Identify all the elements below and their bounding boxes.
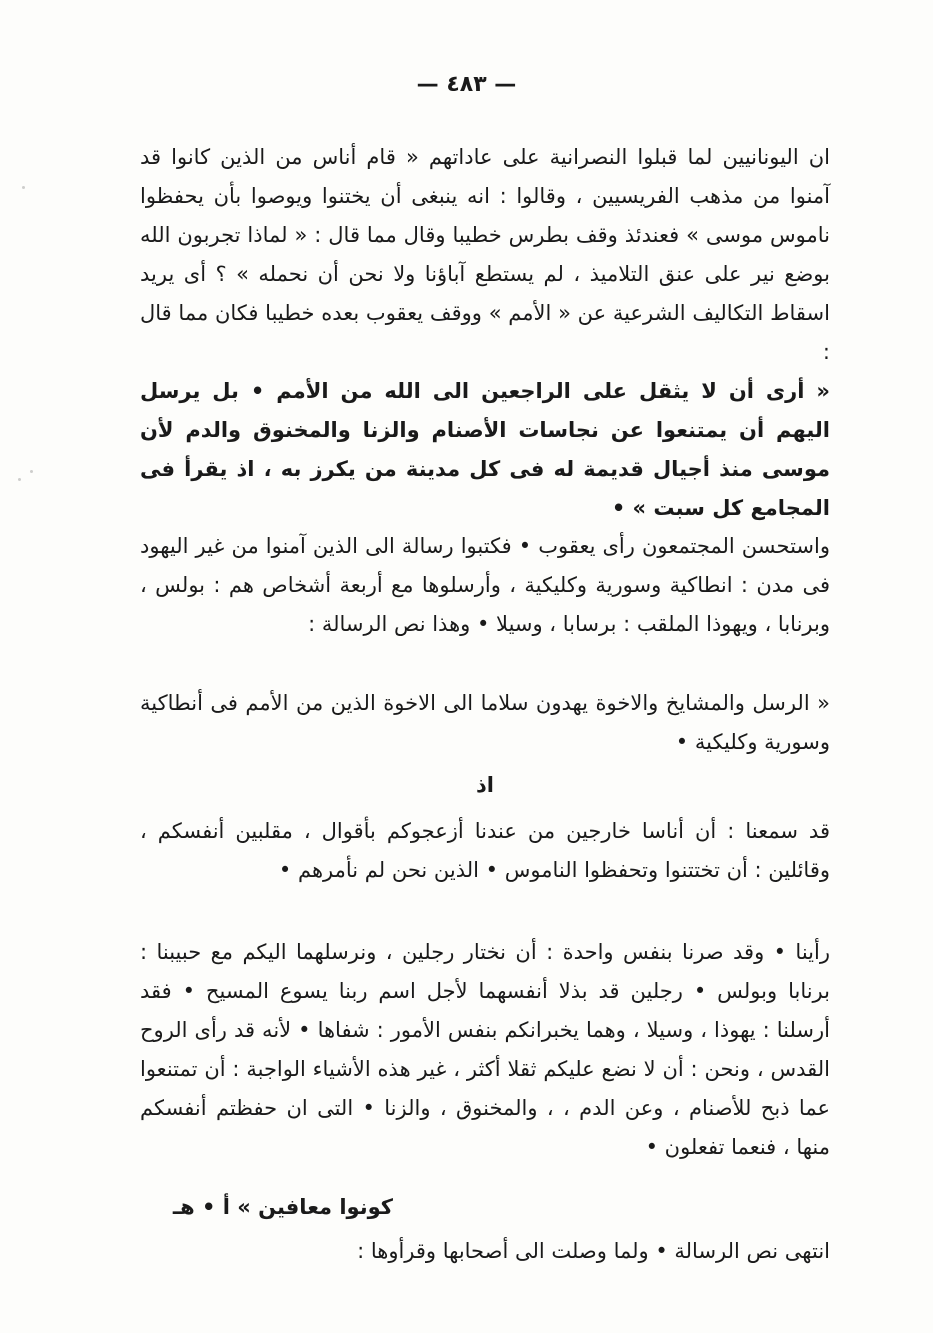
paragraph-1 [140,138,830,372]
paragraph-6 [140,812,830,890]
paragraph-9 [140,1232,830,1271]
paragraph-9-text: انتهى نص الرسالة • ولما وصلت الى أصحابها وقرأوها : [357,1239,830,1263]
paragraph-7 [140,933,830,1167]
scan-speck [22,186,25,189]
scan-speck [30,470,33,473]
scan-speck [18,478,21,481]
page-number: — ٤٨٣ — [416,72,517,97]
paragraph-6-text: قد سمعنا : أن أناسا خارجين من عندنا أزعجوكم بأقوال ، مقلبين أنفسكم ، وقائلين : أن تختتنوا وتحفظوا الناموس • الذين نحن لم نأمرهم • [140,819,830,882]
paragraph-8-text: كونوا معافين » أ • هـ [172,1195,393,1219]
paragraph-7-text: رأينا • وقد صرنا بنفس واحدة : أن نختار رجلين ، ونرسلهما اليكم مع حبيبنا : برنابا وبولس • رجلين قد بذلا أنفسهما لأجل اسم ربنا يسوع المسيح • فقد أرسلنا : يهوذا ، وسيلا ، وهما يخبرانكم بنفس الأمور : شفاها • لأنه قد رأى الروح القدس ، ونحن : أن لا نضع عليكم ثقلا أكثر ، غير هذه الأشياء الواجبة : أن تمتنعوا عما ذبح للأصنام ، وعن الدم ، ، والمخنوق ، والزنا • التى ان حفظتم أنفسكم منها ، فنعما تفعلون • [140,940,830,1159]
paragraph-2-text: « أرى أن لا يثقل على الراجعين الى الله من الأمم • بل يرسل اليهم أن يمتنعوا عن نجاسات الأصنام والزنا والمخنوق والدم لأن موسى منذ أجيال قديمة له فى كل مدينة من يكرز به ، اذ يقرأ فى المجامع كل سبت » • [140,379,830,520]
paragraph-2 [140,372,830,528]
paragraph-3-text: واستحسن المجتمعون رأى يعقوب • فكتبوا رسالة الى الذين آمنوا من غير اليهود فى مدن : انطاكية وسورية وكليكية ، وأرسلوها مع أربعة أشخاص هم : بولس ، وبرنابا ، ويهوذا الملقب : برسابا ، وسيلا • وهذا نص الرسالة : [140,534,830,636]
paragraph-3 [140,527,830,644]
paragraph-5-text: اذ [476,773,494,797]
paragraph-8 [93,1188,393,1227]
paragraph-4 [140,684,830,762]
paragraph-5 [140,766,830,805]
paragraph-4-text: « الرسل والمشايخ والاخوة يهدون سلاما الى الاخوة الذين من الأمم فى أنطاكية وسورية وكليكية • [140,691,830,754]
paragraph-1-text: ان اليونانيين لما قبلوا النصرانية على عاداتهم « قام أناس من الذين كانوا قد آمنوا من مذهب الفريسيين ، وقالوا : انه ينبغى أن يختنوا ويوصوا بأن يحفظوا ناموس موسى » فعندئذ وقف بطرس خطيبا وقال مما قال : « لماذا تجربون الله بوضع نير على عنق التلاميذ ، لم يستطع آباؤنا ولا نحن أن نحمله » ؟ أى يريد اسقاط التكاليف الشرعية عن « الأمم » ووقف يعقوب بعده خطيبا فكان مما قال : [140,145,830,364]
